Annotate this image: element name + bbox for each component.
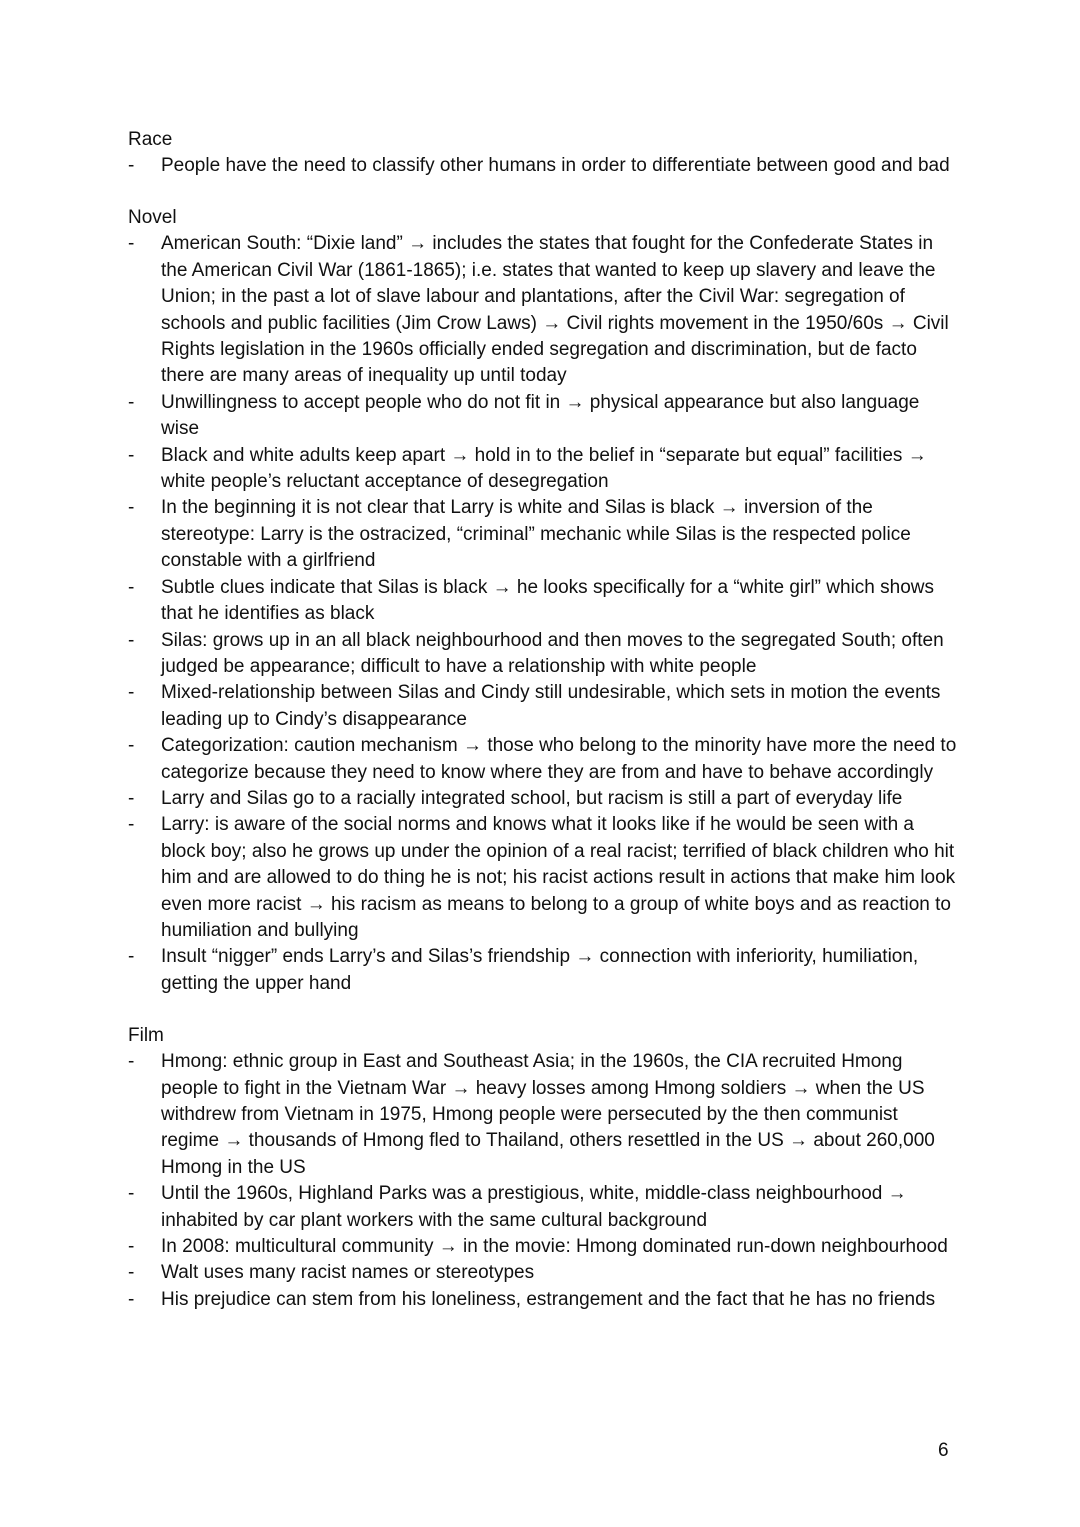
list-item: - Until the 1960s, Highland Parks was a prestigious, white, middle-class neighbourhood → inhabited by car plant workers with the same cultural background [128, 1181, 958, 1234]
list-item: - Larry: is aware of the social norms and knows what it looks like if he would be seen with a block boy; also he grows up under the opinion of a real racist; terrified of black children who hit him and are allowed to do thing he is not; his racist actions result in actions that make him look even more racist → his racism as means to belong to a group of white boys and as reaction to humiliation and bullying [128, 812, 958, 944]
bullet-list [128, 1049, 958, 1313]
list-item: - People have the need to classify other humans in order to differentiate between good and bad [128, 153, 958, 179]
list-item: - Subtle clues indicate that Silas is black → he looks specifically for a “white girl” which shows that he identifies as black [128, 575, 958, 628]
section-spacer [128, 997, 958, 1023]
section-film [128, 1023, 958, 1313]
list-item: - Walt uses many racist names or stereotypes [128, 1260, 958, 1286]
list-item: - Hmong: ethnic group in East and Southeast Asia; in the 1960s, the CIA recruited Hmong people to fight in the Vietnam War → heavy losses among Hmong soldiers → when the US withdrew from Vietnam in 1975, Hmong people were persecuted by the then communist regime → thousands of Hmong fled to Thailand, others resettled in the US → about 260,000 Hmong in the US [128, 1049, 958, 1181]
section-novel [128, 205, 958, 997]
section-heading: Film [128, 1025, 164, 1047]
section-spacer [128, 179, 958, 205]
bullet-list [128, 153, 958, 179]
list-item: - American South: “Dixie land” → includes the states that fought for the Confederate States in the American Civil War (1861-1865); i.e. states that wanted to keep up slavery and leave the Union; in the past a lot of slave labour and plantations, after the Civil War: segregation of schools and public facilities (Jim Crow Laws) → Civil rights movement in the 1950/60s → Civil Rights legislation in the 1960s officially ended segregation and discrimination, but de facto there are many areas of inequality up until today [128, 231, 958, 389]
bullet-list [128, 231, 958, 997]
page-number: 6 [938, 1440, 949, 1461]
list-item: - His prejudice can stem from his loneliness, estrangement and the fact that he has no friends [128, 1287, 958, 1313]
document-page [128, 127, 958, 1313]
list-item: - Categorization: caution mechanism → those who belong to the minority have more the need to categorize because they need to know where they are from and have to behave accordingly [128, 733, 958, 786]
list-item: - Mixed-relationship between Silas and Cindy still undesirable, which sets in motion the events leading up to Cindy’s disappearance [128, 680, 958, 733]
list-item: - Black and white adults keep apart → hold in to the belief in “separate but equal” facilities → white people’s reluctant acceptance of desegregation [128, 443, 958, 496]
list-item: - Insult “nigger” ends Larry’s and Silas’s friendship → connection with inferiority, humiliation, getting the upper hand [128, 944, 958, 997]
section-race [128, 127, 958, 179]
list-item: - In 2008: multicultural community → in the movie: Hmong dominated run-down neighbourhood [128, 1234, 958, 1260]
section-heading: Race [128, 129, 173, 150]
section-heading: Novel [128, 207, 177, 229]
list-item: - Larry and Silas go to a racially integrated school, but racism is still a part of everyday life [128, 786, 958, 812]
list-item: - Silas: grows up in an all black neighbourhood and then moves to the segregated South; often judged be appearance; difficult to have a relationship with white people [128, 628, 958, 681]
list-item: - Unwillingness to accept people who do not fit in → physical appearance but also language wise [128, 390, 958, 443]
list-item: - In the beginning it is not clear that Larry is white and Silas is black → inversion of the stereotype: Larry is the ostracized, “criminal” mechanic while Silas is the respected police constable with a girlfriend [128, 495, 958, 574]
